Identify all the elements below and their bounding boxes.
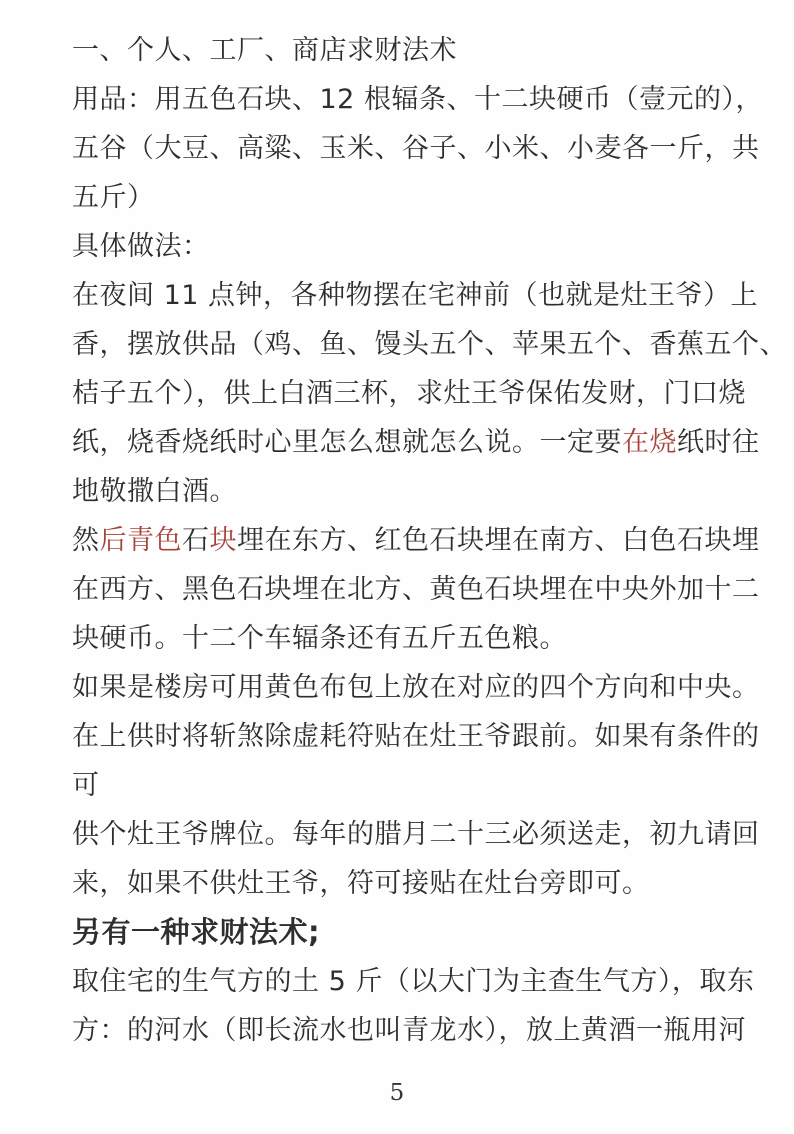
text-segment: 地敬撒白酒。: [72, 476, 237, 507]
text-line: [72, 565, 760, 614]
text-line: [72, 614, 732, 663]
text-segment: 五谷（大豆、高粱、玉米、谷子、小米、小麦各一斤，共: [72, 133, 760, 164]
text-line: [72, 859, 732, 908]
text-line: [72, 320, 787, 369]
text-line: [72, 26, 732, 75]
text-line: [72, 810, 760, 859]
text-line: [72, 75, 763, 124]
text-line: [72, 712, 760, 761]
text-segment: 供个灶王爷牌位。每年的腊月二十三必须送走，初九请回: [72, 819, 760, 850]
text-segment: 一、个人、工厂、商店求财法术: [72, 35, 457, 66]
text-line: [72, 1006, 746, 1055]
text-segment: 纸，烧香烧纸时心里怎么想就怎么说。一定要: [72, 427, 622, 458]
text-segment: 来，如果不供灶王爷，符可接贴在灶台旁即可。: [72, 868, 650, 899]
text-line: [72, 467, 732, 516]
text-segment: 具体做法：: [72, 231, 210, 262]
document-body: [72, 26, 787, 1055]
text-segment: 在上供时将斩煞除虚耗符贴在灶王爷跟前。如果有条件的: [72, 721, 760, 752]
text-segment: 如果是楼房可用黄色布包上放在对应的四个方向和中央。: [72, 672, 760, 703]
page-number: 5: [389, 1080, 405, 1106]
text-line: [72, 957, 755, 1006]
text-line: [72, 124, 760, 173]
red-text-segment: 在烧: [622, 427, 677, 458]
red-text-segment: 后青色: [99, 525, 182, 556]
text-line: [72, 222, 732, 271]
text-line: [72, 271, 759, 320]
text-segment: 用品：用五色石块、12 根辐条、十二块硬币（壹元的），: [72, 84, 763, 115]
text-segment: 方：的河水（即长流水也叫青龙水），放上黄酒一瓶用河: [72, 1015, 746, 1046]
red-text-segment: 块: [209, 525, 237, 556]
text-segment: 五斤）: [72, 182, 155, 213]
text-segment: 纸时往: [677, 427, 760, 458]
text-segment: 然: [72, 525, 100, 556]
text-line: [72, 369, 746, 418]
text-line: [72, 663, 760, 712]
text-line: [72, 516, 760, 565]
text-segment: 块硬币。十二个车辐条还有五斤五色粮。: [72, 623, 567, 654]
text-line: [72, 173, 732, 222]
text-segment: 香，摆放供品（鸡、鱼、馒头五个、苹果五个、香蕉五个、: [72, 329, 787, 360]
text-segment: 可: [72, 770, 100, 801]
text-line: [72, 761, 732, 810]
text-segment: 埋在东方、红色石块埋在南方、白色石块埋: [237, 525, 760, 556]
text-segment: 另有一种求财法术;: [72, 915, 321, 949]
text-segment: 在西方、黑色石块埋在北方、黄色石块埋在中央外加十二: [72, 574, 760, 605]
text-segment: 石: [182, 525, 210, 556]
text-line: [72, 418, 760, 467]
text-segment: 取住宅的生气方的土 5 斤（以大门为主查生气方），取东: [72, 966, 755, 997]
text-segment: 桔子五个），供上白酒三杯，求灶王爷保佑发财，门口烧: [72, 378, 746, 409]
text-segment: 在夜间 11 点钟，各种物摆在宅神前（也就是灶王爷）上: [72, 280, 759, 311]
subheading-line: [72, 908, 732, 957]
